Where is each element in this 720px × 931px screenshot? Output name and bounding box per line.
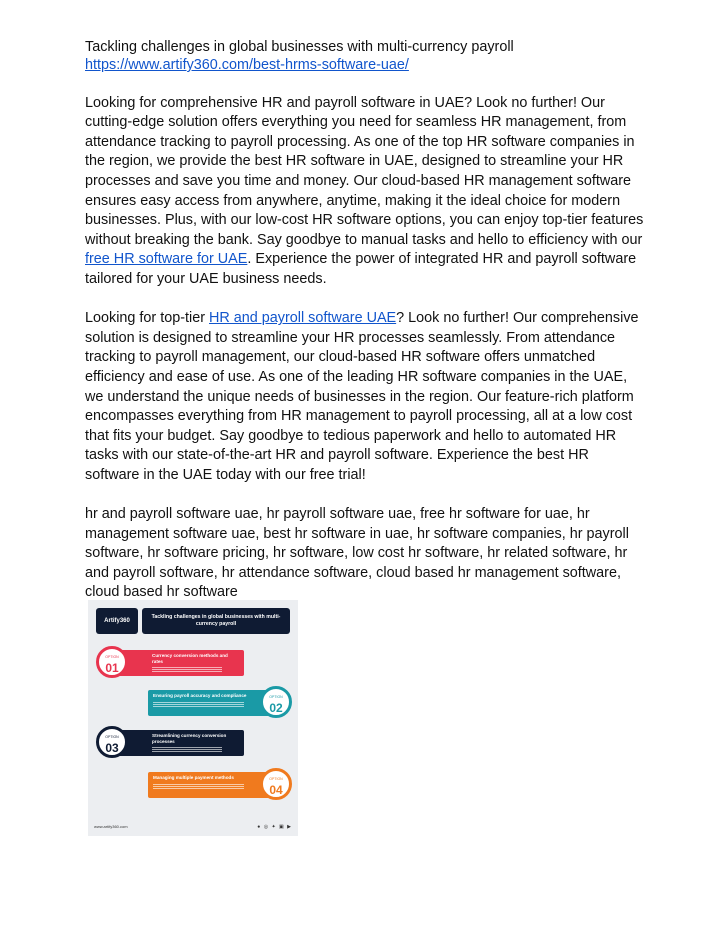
step-title: Streamlining currency conversion processes	[152, 733, 227, 744]
step-number: 01	[105, 661, 119, 675]
step-1: Currency conversion methods and rates OPTION 01	[96, 644, 246, 680]
paragraph-1: Looking for comprehensive HR and payroll software in UAE? Look no further! Our cutting-edge solution offers everything you need for seamless HR management, from attendance tracking to payroll processing. As one of the top HR software companies in the region, we provide the best HR software in UAE, designed to streamline your HR processes and save you time and money. Our cloud-based HR management software ensures easy access from anywhere, anytime, making it the ideal choice for modern businesses. Plus, with our low-cost HR software options, you can enjoy top-tier features without breaking the bank. Say goodbye to manual tasks and hello to efficiency with our free HR software for UAE. Experience the power of integrated HR and payroll software tailored for your UAE business needs.	[85, 94, 644, 287]
paragraph-2: Looking for top-tier HR and payroll software UAE? Look no further! Our comprehensive solution is designed to streamline your HR processes seamlessly. From attendance tracking to payroll management, our cloud-based HR software offers unmatched efficiency and ease of use. As one of the leading HR software companies in the UAE, we understand the unique needs of businesses in the region. Our feature-rich platform encompasses everything from HR management to payroll processing, all at a low cost that fits your budget. Say goodbye to tedious paperwork and hello to automated HR tasks with our state-of-the-art HR and payroll software. Experience the best HR software in the UAE today with our free trial!	[85, 310, 639, 483]
step-3: Streamlining currency conversion processes OPTION 03	[96, 724, 246, 760]
step-number: 03	[105, 741, 119, 755]
step-number: 02	[269, 701, 283, 715]
step-2: Ensuring payroll accuracy and compliance OPTION 02	[148, 684, 292, 720]
source-url-link[interactable]: https://www.artify360.com/best-hrms-software-uae/	[85, 57, 409, 73]
step-title: Currency conversion methods and rates	[152, 653, 228, 664]
infographic-image	[88, 600, 298, 836]
step-title: Managing multiple payment methods	[153, 775, 234, 780]
document-body	[85, 38, 645, 603]
keywords-paragraph: hr and payroll software uae, hr payroll software uae, free hr software for uae, hr management software uae, best hr software in uae, hr software companies, hr payroll software, hr software pricing, hr software, low cost hr software, hr related software, hr and payroll software, hr attendance software, cloud based hr management software, cloud based hr software	[85, 506, 629, 601]
artify-logo: Artify360	[96, 608, 138, 634]
step-title: Ensuring payroll accuracy and compliance	[153, 693, 247, 698]
free-hr-software-link[interactable]: free HR software for UAE	[85, 251, 248, 268]
social-icons: ● ◎ ✦ ▣ ▶	[257, 824, 292, 830]
infographic-title: Tackling challenges in global businesses with multi-currency payroll	[142, 608, 290, 634]
step-4: Managing multiple payment methods OPTION 04	[148, 766, 292, 802]
website-footer: www.artify360.com	[94, 824, 128, 829]
document-title: Tackling challenges in global businesses with multi-currency payroll	[85, 39, 514, 55]
step-number: 04	[269, 783, 283, 797]
hr-payroll-software-link[interactable]: HR and payroll software UAE	[209, 310, 397, 327]
